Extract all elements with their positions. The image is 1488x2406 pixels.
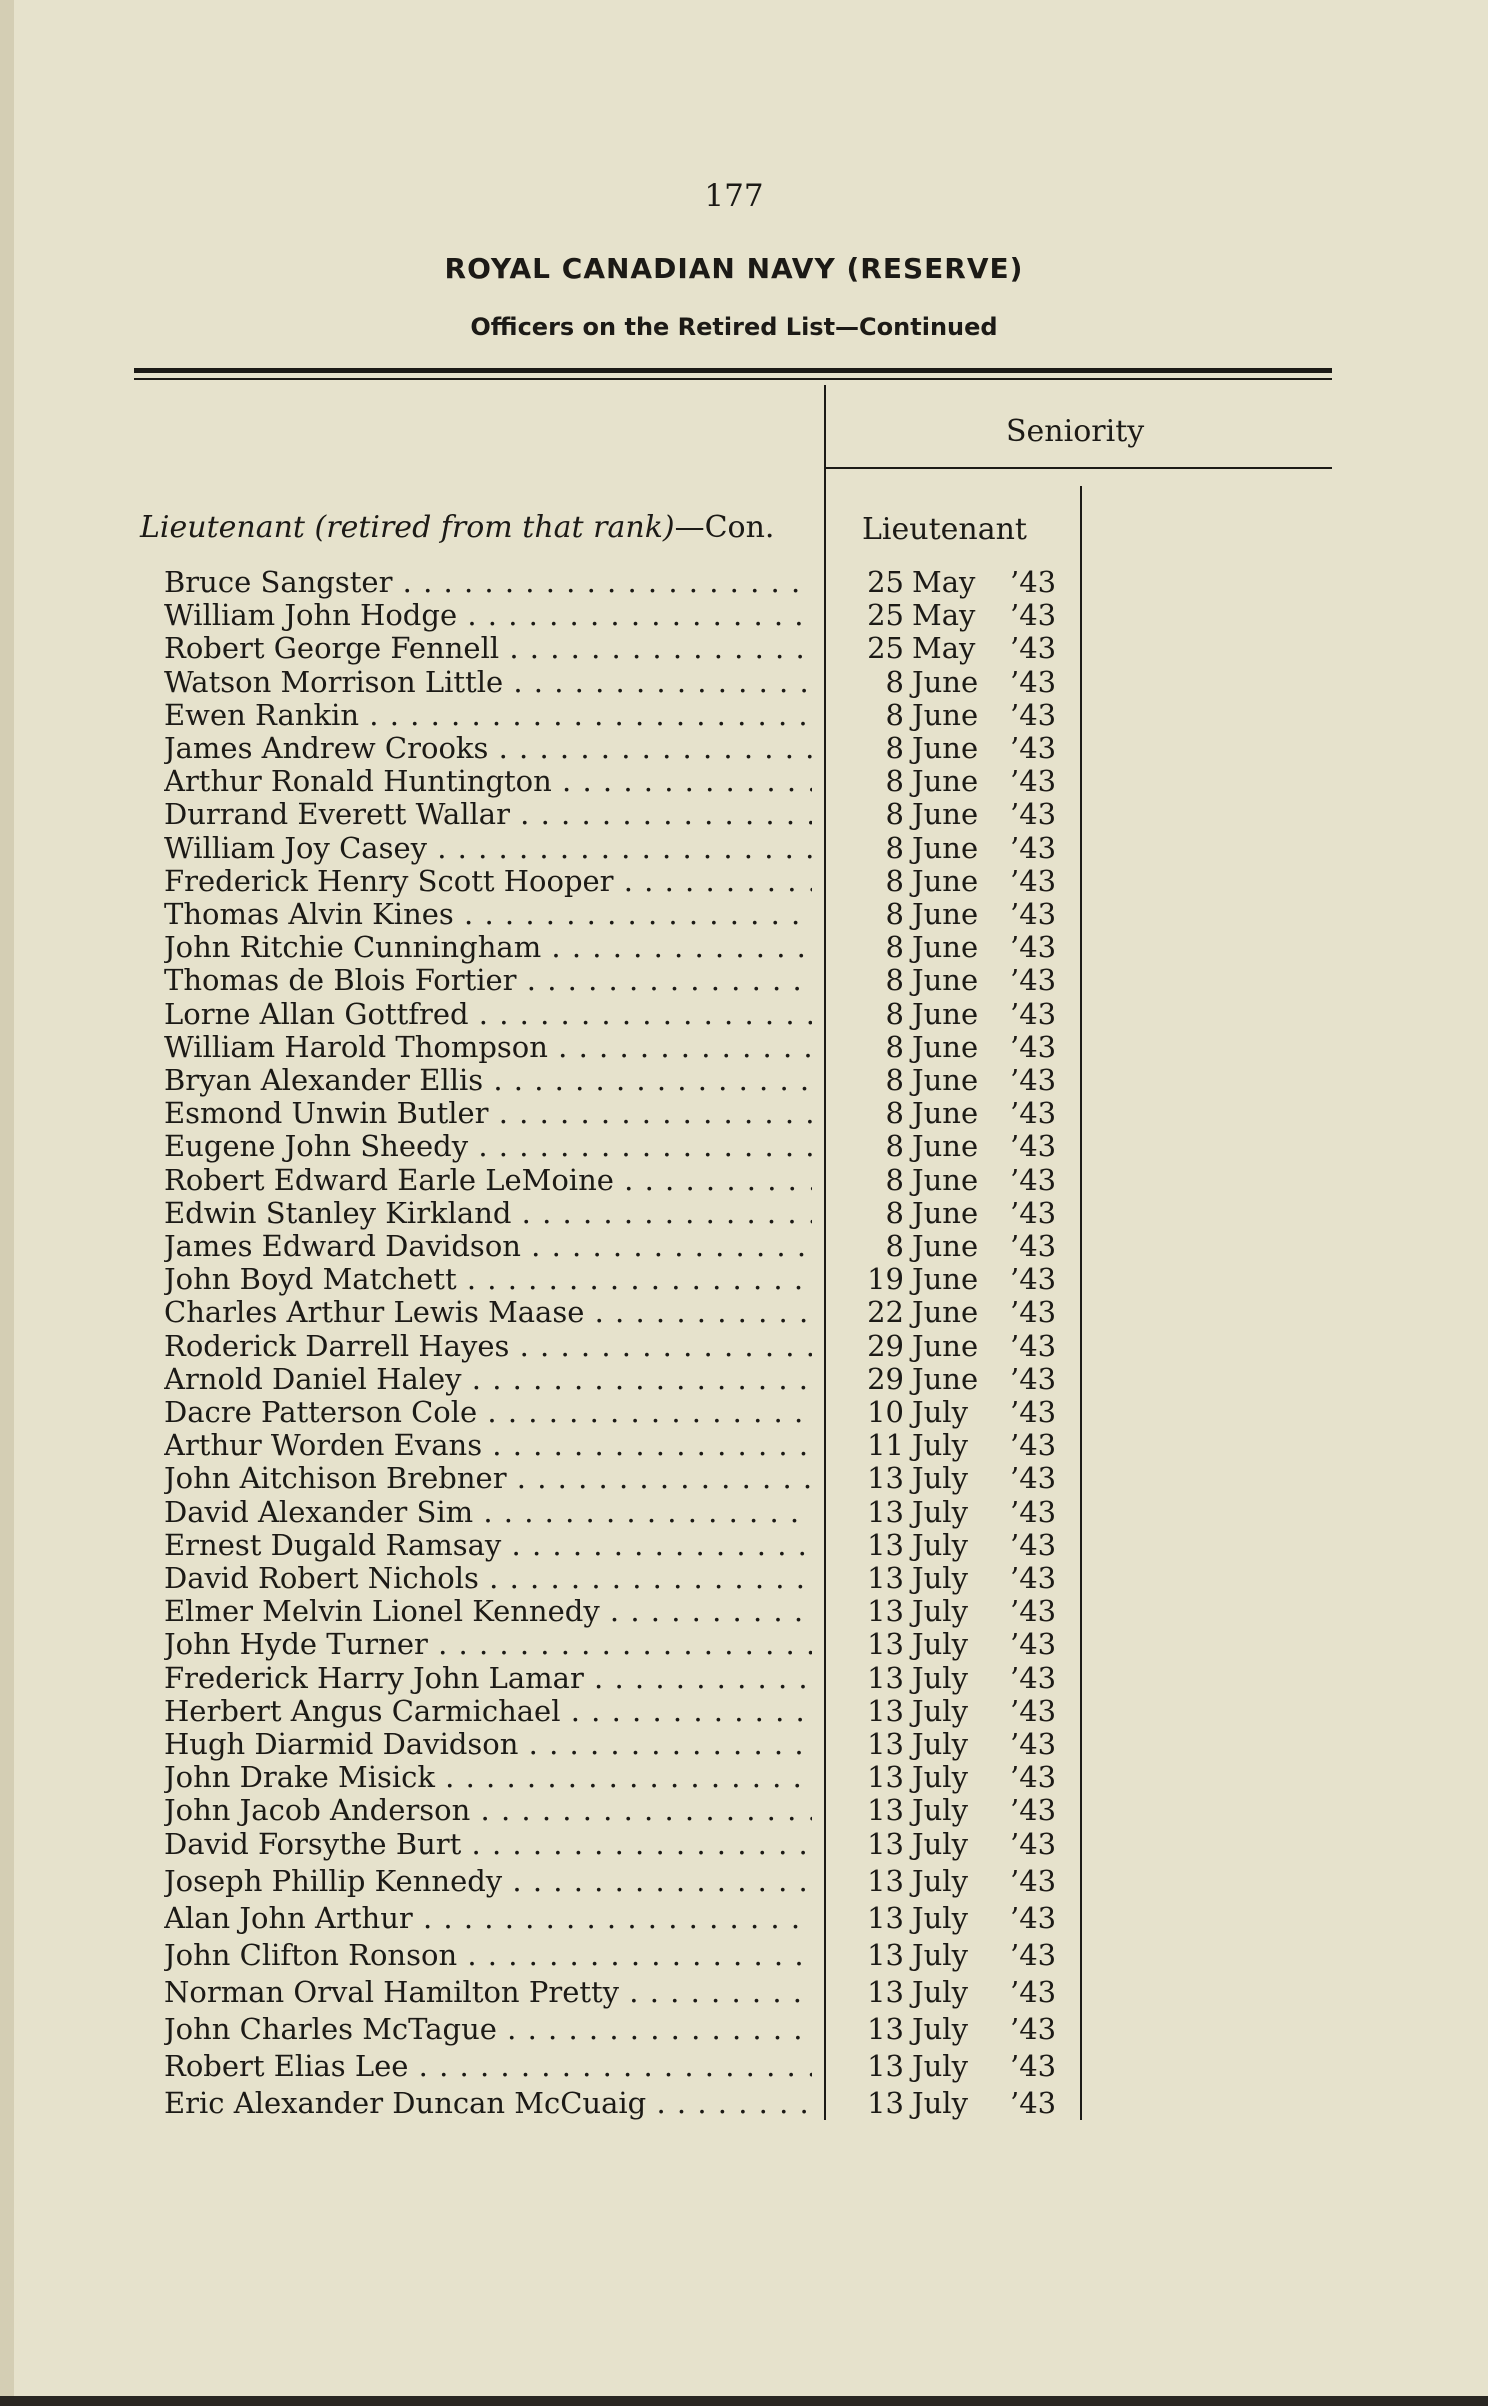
- officer-row: [0, 1760, 1488, 1794]
- officer-name: Arthur Worden Evans . . .: [164, 1428, 812, 1462]
- seniority-day: 13: [867, 1461, 904, 1495]
- officer-name: Eugene John Sheedy . . .: [164, 1129, 812, 1163]
- officer-name: Robert Edward Earle LeMoine . . .: [164, 1163, 812, 1197]
- seniority-year: ’43: [1010, 631, 1057, 665]
- seniority-day: 8: [885, 1196, 904, 1230]
- seniority-month: June: [912, 864, 979, 898]
- seniority-year: ’43: [1010, 2086, 1057, 2120]
- officer-name: Frederick Henry Scott Hooper . . .: [164, 864, 812, 898]
- seniority-month: July: [912, 1694, 968, 1728]
- seniority-year: ’43: [1010, 1030, 1057, 1064]
- officer-name: Charles Arthur Lewis Maase . . .: [164, 1295, 812, 1329]
- seniority-day: 29: [867, 1362, 904, 1396]
- seniority-month: June: [912, 1295, 979, 1329]
- seniority-month: June: [912, 1362, 979, 1396]
- seniority-day: 13: [867, 1727, 904, 1761]
- seniority-year: ’43: [1010, 1362, 1057, 1396]
- seniority-month: July: [912, 1561, 968, 1595]
- page-bottom-edge: [0, 2396, 1488, 2406]
- officer-name: Alan John Arthur . . .: [164, 1901, 812, 1935]
- seniority-year: ’43: [1010, 1163, 1057, 1197]
- seniority-day: 13: [867, 1793, 904, 1827]
- seniority-month: July: [912, 1495, 968, 1529]
- officer-name: John Hyde Turner . . .: [164, 1627, 812, 1661]
- officer-row: [0, 1362, 1488, 1396]
- seniority-day: 13: [867, 2049, 904, 2083]
- page-title: ROYAL CANADIAN NAVY (RESERVE): [444, 252, 1024, 285]
- seniority-day: 13: [867, 1594, 904, 1628]
- officer-row: [0, 698, 1488, 732]
- seniority-day: 13: [867, 1760, 904, 1794]
- officer-name: Dacre Patterson Cole . . .: [164, 1395, 812, 1429]
- officer-name: John Boyd Matchett . . .: [164, 1262, 812, 1296]
- officer-name: John Ritchie Cunningham . . .: [164, 930, 812, 964]
- seniority-year: ’43: [1010, 2012, 1057, 2046]
- officer-row: [0, 1395, 1488, 1429]
- officer-name: William John Hodge . . .: [164, 598, 812, 632]
- officer-name: David Forsythe Burt . . .: [164, 1827, 812, 1861]
- seniority-month: May: [912, 598, 976, 632]
- officer-name: Frederick Harry John Lamar . . .: [164, 1661, 812, 1695]
- seniority-year: ’43: [1010, 1864, 1057, 1898]
- officer-name: Lorne Allan Gottfred . . .: [164, 997, 812, 1031]
- officer-row: [0, 930, 1488, 964]
- seniority-year: ’43: [1010, 831, 1057, 865]
- officer-row: [0, 1129, 1488, 1163]
- officer-row: [0, 1196, 1488, 1230]
- officer-row: [0, 1938, 1488, 1972]
- officer-name: Thomas de Blois Fortier . . .: [164, 963, 812, 997]
- seniority-month: June: [912, 764, 979, 798]
- seniority-month: July: [912, 1975, 968, 2009]
- officer-name: John Aitchison Brebner . . .: [164, 1461, 812, 1495]
- seniority-month: July: [912, 1938, 968, 1972]
- seniority-month: June: [912, 997, 979, 1031]
- seniority-month: July: [912, 1528, 968, 1562]
- officer-row: [0, 1661, 1488, 1695]
- officer-name: Thomas Alvin Kines . . .: [164, 897, 812, 931]
- officer-row: [0, 1793, 1488, 1827]
- seniority-day: 13: [867, 1661, 904, 1695]
- seniority-year: ’43: [1010, 1295, 1057, 1329]
- officer-row: [0, 1428, 1488, 1462]
- seniority-year: ’43: [1010, 1938, 1057, 1972]
- seniority-month: June: [912, 1063, 979, 1097]
- officer-row: [0, 2049, 1488, 2083]
- seniority-day: 25: [867, 631, 904, 665]
- seniority-month: July: [912, 1395, 968, 1429]
- seniority-header-rule: [826, 467, 1332, 469]
- seniority-day: 19: [867, 1262, 904, 1296]
- officer-row: [0, 2086, 1488, 2120]
- seniority-month: July: [912, 1864, 968, 1898]
- officer-row: [0, 997, 1488, 1031]
- seniority-day: 13: [867, 1561, 904, 1595]
- seniority-month: July: [912, 1594, 968, 1628]
- seniority-year: ’43: [1010, 930, 1057, 964]
- officer-name: Esmond Unwin Butler . . .: [164, 1096, 812, 1130]
- seniority-month: June: [912, 797, 979, 831]
- seniority-day: 13: [867, 1938, 904, 1972]
- seniority-year: ’43: [1010, 1594, 1057, 1628]
- seniority-month: July: [912, 1760, 968, 1794]
- officer-row: [0, 1096, 1488, 1130]
- seniority-day: 25: [867, 565, 904, 599]
- officer-name: Arthur Ronald Huntington . . .: [164, 764, 812, 798]
- officer-row: [0, 1295, 1488, 1329]
- officer-name: Bryan Alexander Ellis . . .: [164, 1063, 812, 1097]
- seniority-day: 13: [867, 2086, 904, 2120]
- seniority-year: ’43: [1010, 665, 1057, 699]
- officer-row: [0, 1063, 1488, 1097]
- seniority-day: 8: [885, 1229, 904, 1263]
- officer-row: [0, 1694, 1488, 1728]
- officer-name: Bruce Sangster . . .: [164, 565, 812, 599]
- seniority-day: 8: [885, 1129, 904, 1163]
- seniority-day: 8: [885, 897, 904, 931]
- seniority-year: ’43: [1010, 598, 1057, 632]
- seniority-month: June: [912, 831, 979, 865]
- seniority-day: 10: [867, 1395, 904, 1429]
- officer-name: John Jacob Anderson . . .: [164, 1793, 812, 1827]
- officer-name: John Clifton Ronson . . .: [164, 1938, 812, 1972]
- seniority-month: July: [912, 1661, 968, 1695]
- seniority-year: ’43: [1010, 1793, 1057, 1827]
- seniority-day: 13: [867, 2012, 904, 2046]
- seniority-year: ’43: [1010, 731, 1057, 765]
- seniority-month: July: [912, 1461, 968, 1495]
- officer-name: Robert Elias Lee . . .: [164, 2049, 812, 2083]
- officer-row: [0, 897, 1488, 931]
- header-rule-thin: [134, 378, 1332, 380]
- seniority-year: ’43: [1010, 1760, 1057, 1794]
- officer-row: [0, 1901, 1488, 1935]
- seniority-year: ’43: [1010, 565, 1057, 599]
- seniority-day: 8: [885, 665, 904, 699]
- seniority-month: June: [912, 665, 979, 699]
- officer-name: James Andrew Crooks . . .: [164, 731, 812, 765]
- officer-row: [0, 1030, 1488, 1064]
- seniority-month: June: [912, 1096, 979, 1130]
- officer-name: Eric Alexander Duncan McCuaig . . .: [164, 2086, 812, 2120]
- section-label: [140, 510, 774, 545]
- seniority-day: 8: [885, 1096, 904, 1130]
- seniority-day: 8: [885, 764, 904, 798]
- officer-row: [0, 764, 1488, 798]
- seniority-year: ’43: [1010, 997, 1057, 1031]
- seniority-day: 8: [885, 1030, 904, 1064]
- officer-row: [0, 1229, 1488, 1263]
- officer-row: [0, 631, 1488, 665]
- officer-name: Robert George Fennell . . .: [164, 631, 812, 665]
- seniority-year: ’43: [1010, 1428, 1057, 1462]
- officer-row: [0, 2012, 1488, 2046]
- seniority-day: 13: [867, 1901, 904, 1935]
- seniority-year: ’43: [1010, 1063, 1057, 1097]
- seniority-year: ’43: [1010, 864, 1057, 898]
- seniority-year: ’43: [1010, 1975, 1057, 2009]
- seniority-year: ’43: [1010, 1461, 1057, 1495]
- seniority-month: June: [912, 1196, 979, 1230]
- officer-name: Norman Orval Hamilton Pretty . . .: [164, 1975, 812, 2009]
- seniority-column-header: Seniority: [1006, 414, 1145, 449]
- officer-name: David Robert Nichols . . .: [164, 1561, 812, 1595]
- officer-row: [0, 1727, 1488, 1761]
- seniority-year: ’43: [1010, 2049, 1057, 2083]
- seniority-day: 13: [867, 1495, 904, 1529]
- seniority-month: June: [912, 1229, 979, 1263]
- seniority-month: June: [912, 1129, 979, 1163]
- officer-row: [0, 665, 1488, 699]
- seniority-month: June: [912, 1030, 979, 1064]
- officer-row: [0, 1262, 1488, 1296]
- seniority-month: May: [912, 631, 976, 665]
- officer-name: William Harold Thompson . . .: [164, 1030, 812, 1064]
- seniority-month: June: [912, 963, 979, 997]
- officer-row: [0, 797, 1488, 831]
- section-label-suffix: —Con.: [674, 510, 775, 545]
- seniority-day: 13: [867, 1627, 904, 1661]
- officer-name: Hugh Diarmid Davidson . . .: [164, 1727, 812, 1761]
- seniority-year: ’43: [1010, 1561, 1057, 1595]
- seniority-month: June: [912, 731, 979, 765]
- officer-row: [0, 1163, 1488, 1197]
- officer-name: Ernest Dugald Ramsay . . .: [164, 1528, 812, 1562]
- seniority-day: 8: [885, 831, 904, 865]
- officer-name: John Charles McTague . . .: [164, 2012, 812, 2046]
- seniority-month: June: [912, 897, 979, 931]
- officer-name: Elmer Melvin Lionel Kennedy . . .: [164, 1594, 812, 1628]
- seniority-day: 8: [885, 1163, 904, 1197]
- seniority-month: June: [912, 1262, 979, 1296]
- seniority-day: 13: [867, 1528, 904, 1562]
- seniority-month: May: [912, 565, 976, 599]
- seniority-year: ’43: [1010, 1129, 1057, 1163]
- seniority-year: ’43: [1010, 1262, 1057, 1296]
- seniority-day: 8: [885, 997, 904, 1031]
- officer-row: [0, 1461, 1488, 1495]
- officer-name: James Edward Davidson . . .: [164, 1229, 812, 1263]
- seniority-year: ’43: [1010, 1229, 1057, 1263]
- seniority-month: July: [912, 1793, 968, 1827]
- seniority-year: ’43: [1010, 1528, 1057, 1562]
- officer-row: [0, 831, 1488, 865]
- seniority-month: June: [912, 930, 979, 964]
- seniority-year: ’43: [1010, 1661, 1057, 1695]
- seniority-day: 22: [867, 1295, 904, 1329]
- seniority-year: ’43: [1010, 764, 1057, 798]
- rank-column-header: Lieutenant: [862, 512, 1027, 547]
- seniority-month: July: [912, 2086, 968, 2120]
- officer-row: [0, 731, 1488, 765]
- officer-row: [0, 1495, 1488, 1529]
- page-subtitle: Officers on the Retired List—Continued: [470, 313, 998, 341]
- seniority-year: ’43: [1010, 1727, 1057, 1761]
- seniority-day: 29: [867, 1329, 904, 1363]
- seniority-year: ’43: [1010, 797, 1057, 831]
- seniority-day: 8: [885, 797, 904, 831]
- officer-row: [0, 1864, 1488, 1898]
- seniority-month: July: [912, 1901, 968, 1935]
- page-number: 177: [704, 178, 764, 214]
- seniority-month: July: [912, 2012, 968, 2046]
- officer-name: Arnold Daniel Haley . . .: [164, 1362, 812, 1396]
- seniority-month: July: [912, 1727, 968, 1761]
- officer-row: [0, 1627, 1488, 1661]
- officer-row: [0, 1594, 1488, 1628]
- seniority-day: 11: [867, 1428, 904, 1462]
- section-label-rank: Lieutenant (retired from that rank): [140, 510, 675, 545]
- seniority-month: July: [912, 1827, 968, 1861]
- officer-row: [0, 1975, 1488, 2009]
- seniority-month: July: [912, 2049, 968, 2083]
- officer-name: Durrand Everett Wallar . . .: [164, 797, 812, 831]
- officer-row: [0, 864, 1488, 898]
- seniority-year: ’43: [1010, 1901, 1057, 1935]
- seniority-day: 13: [867, 1864, 904, 1898]
- officer-name: Edwin Stanley Kirkland . . .: [164, 1196, 812, 1230]
- seniority-day: 25: [867, 598, 904, 632]
- seniority-day: 8: [885, 731, 904, 765]
- header-rule-thick: [134, 368, 1332, 373]
- seniority-year: ’43: [1010, 897, 1057, 931]
- officer-row: [0, 963, 1488, 997]
- officer-name: John Drake Misick . . .: [164, 1760, 812, 1794]
- seniority-year: ’43: [1010, 1827, 1057, 1861]
- seniority-month: June: [912, 698, 979, 732]
- seniority-year: ’43: [1010, 1627, 1057, 1661]
- seniority-day: 8: [885, 1063, 904, 1097]
- seniority-month: July: [912, 1428, 968, 1462]
- officer-name: Ewen Rankin . . .: [164, 698, 812, 732]
- seniority-year: ’43: [1010, 1495, 1057, 1529]
- seniority-month: July: [912, 1627, 968, 1661]
- seniority-year: ’43: [1010, 1694, 1057, 1728]
- officer-row: [0, 1528, 1488, 1562]
- officer-row: [0, 1561, 1488, 1595]
- seniority-day: 8: [885, 698, 904, 732]
- officer-name: Roderick Darrell Hayes . . .: [164, 1329, 812, 1363]
- officer-row: [0, 565, 1488, 599]
- seniority-year: ’43: [1010, 1196, 1057, 1230]
- seniority-day: 8: [885, 963, 904, 997]
- seniority-month: June: [912, 1163, 979, 1197]
- seniority-year: ’43: [1010, 1096, 1057, 1130]
- seniority-year: ’43: [1010, 963, 1057, 997]
- officer-name: David Alexander Sim . . .: [164, 1495, 812, 1529]
- officer-row: [0, 1329, 1488, 1363]
- seniority-month: June: [912, 1329, 979, 1363]
- seniority-year: ’43: [1010, 698, 1057, 732]
- officer-name: Watson Morrison Little . . .: [164, 665, 812, 699]
- officer-row: [0, 598, 1488, 632]
- officer-name: Herbert Angus Carmichael . . .: [164, 1694, 812, 1728]
- officer-name: Joseph Phillip Kennedy . . .: [164, 1864, 812, 1898]
- seniority-day: 13: [867, 1694, 904, 1728]
- seniority-day: 8: [885, 930, 904, 964]
- seniority-day: 13: [867, 1827, 904, 1861]
- seniority-year: ’43: [1010, 1395, 1057, 1429]
- seniority-day: 8: [885, 864, 904, 898]
- seniority-day: 13: [867, 1975, 904, 2009]
- seniority-year: ’43: [1010, 1329, 1057, 1363]
- officer-name: William Joy Casey . . .: [164, 831, 812, 865]
- officer-row: [0, 1827, 1488, 1861]
